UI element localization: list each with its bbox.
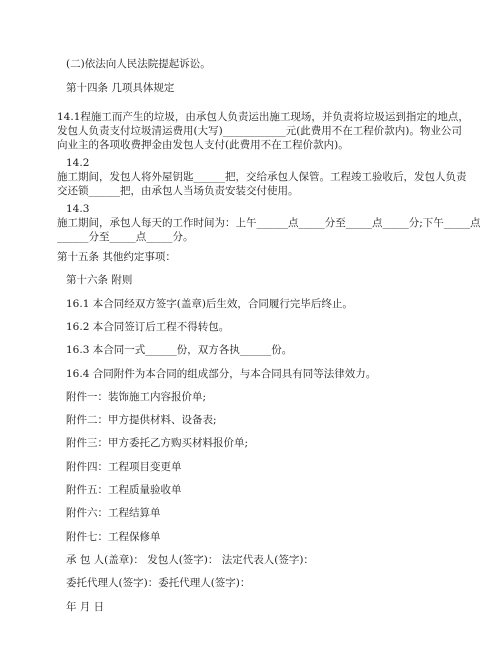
date-line: 年 月 日 <box>66 601 105 613</box>
attachment-3: 附件三：甲方委托乙方购买材料报价单; <box>66 437 249 449</box>
attachment-4: 附件四：工程项目变更单 <box>66 461 182 473</box>
clause-14-2-line-1: 施工期间，发包人将外屋钥匙______把，交给承包人保管。工程竣工验收后，发包人负责 <box>57 171 467 183</box>
attachment-7: 附件七：工程保修单 <box>66 531 161 543</box>
article-16-heading: 第十六条 附则 <box>66 274 133 286</box>
clause-14-1-line-1: 14.1程施工而产生的垃圾，由承包人负责运出施工现场，并负责将垃圾运到指定的地点， <box>57 111 469 123</box>
article-15-heading: 第十五条 其他约定事项： <box>57 251 176 263</box>
clause-14-3-line-1: 施工期间，承包人每天的工作时间为：上午______点_____分至_____点_____分;下午_____点 <box>57 217 481 229</box>
signature-line-parties: 承 包 人(盖章)： 发包人(签字)： 法定代表人(签字)： <box>66 554 314 566</box>
clause-14-3-line-2: ______分至_____点_____分。 <box>57 231 194 243</box>
clause-14-3-number: 14.3 <box>66 203 90 215</box>
clause-14-1-line-3: 向业主的各项收费押金由发包人支付(此费用不在工程价款内)。 <box>57 139 349 151</box>
clause-16-1: 16.1 本合同经双方签字(盖章)后生效，合同履行完毕后终止。 <box>66 298 353 310</box>
clause-16-2: 16.2 本合同签订后工程不得转包。 <box>66 321 230 333</box>
attachment-1: 附件一：装饰施工内容报价单; <box>66 391 207 403</box>
clause-14-2-number: 14.2 <box>66 157 90 169</box>
attachment-5: 附件五：工程质量验收单 <box>66 484 182 496</box>
clause-14-1-line-2: 发包人负责支付垃圾清运费用(大写)____________元(此费用不在工程价款内)。物业公司 <box>57 125 462 137</box>
clause-16-3: 16.3 本合同一式______份，双方各执______份。 <box>66 344 293 356</box>
clause-item-litigation: (二)依法向人民法院提起诉讼。 <box>66 58 211 70</box>
clause-14-2-line-2: 交还锁______把，由承包人当场负责安装交付使用。 <box>57 185 299 197</box>
signature-line-agents: 委托代理人(签字)：委托代理人(签字)： <box>66 577 251 589</box>
attachment-2: 附件二：甲方提供材料、设备表; <box>66 414 217 426</box>
attachment-6: 附件六：工程结算单 <box>66 507 161 519</box>
clause-16-4: 16.4 合同附件为本合同的组成部分，与本合同具有同等法律效力。 <box>66 368 377 380</box>
article-14-heading: 第十四条 几项具体规定 <box>66 82 175 94</box>
